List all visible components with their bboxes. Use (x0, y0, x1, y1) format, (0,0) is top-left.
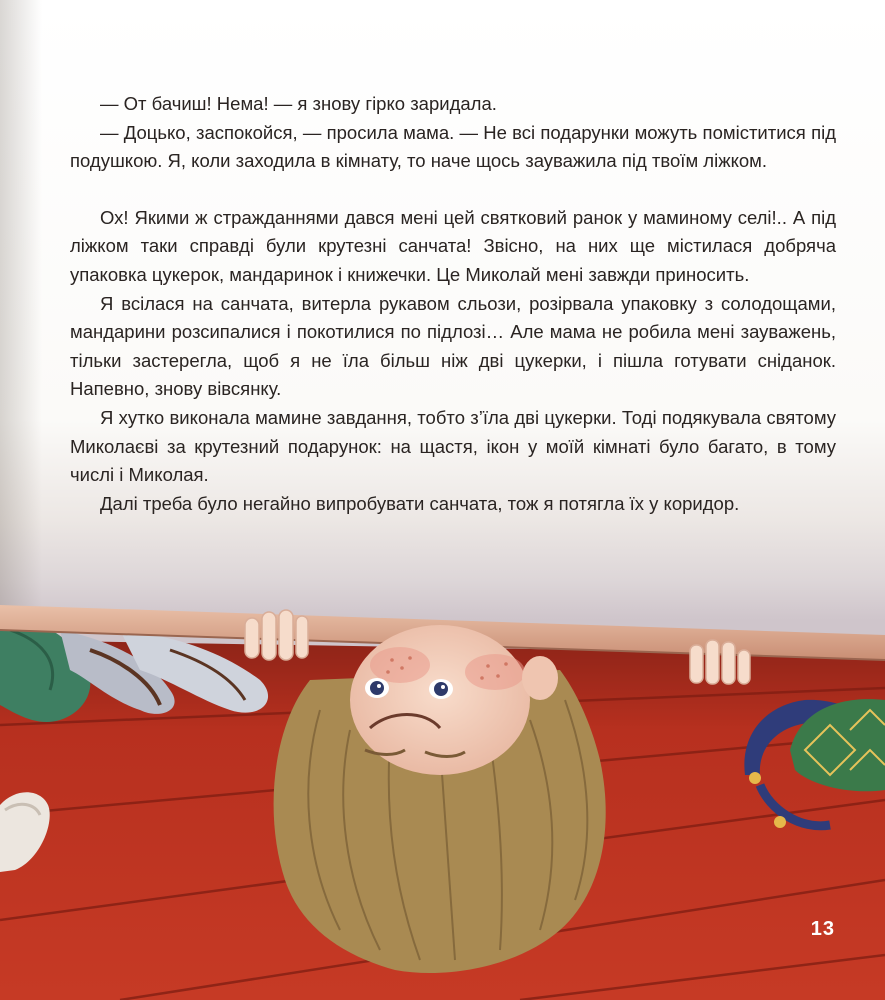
paragraph: Я хутко виконала мамине завдання, тобто з’їла дві цукерки. Тоді подякувала святому Миколаєві за крутезний подарунок: на щастя, ікон у моїй кімнаті було багато, в тому числі і Миколая. (70, 406, 836, 486)
story-text (70, 90, 836, 518)
paragraph: — От бачиш! Нема! — я знову гірко заридала. (100, 93, 497, 114)
page-number: 13 (810, 918, 835, 940)
paragraph: — Доцько, заспокойся, — просила мама. — Не всі подарунки можуть поміститися під подушкою. Я, коли заходила в кімнату, то наче щось зауважила під твоїм ліжком. (70, 121, 836, 172)
paragraph: Я всілася на санчата, витерла рукавом сльози, розірвала упаковку з солодощами, мандарини розсипалися і покотилися по підлозі… Але мама не робила мені зауважень, тільки застерегла, щоб я не їла більш ніж дві цукерки, і пішла готувати сніданок. Напевно, знову вівсянку. (70, 292, 836, 400)
girl-under-bed-illustration (0, 560, 885, 1000)
paragraph: Ох! Якими ж стражданнями дався мені цей святковий ранок у маминому селі!.. А під ліжком таки справді були крутезні санчата! Звісно, на них ще містилася добряча упаковка цукерок, мандаринок і книжечки. Це Миколай мені завжди приносить. (70, 206, 836, 285)
paragraph: Далі треба було негайно випробувати санчата, тож я потягла їх у коридор. (100, 492, 740, 514)
